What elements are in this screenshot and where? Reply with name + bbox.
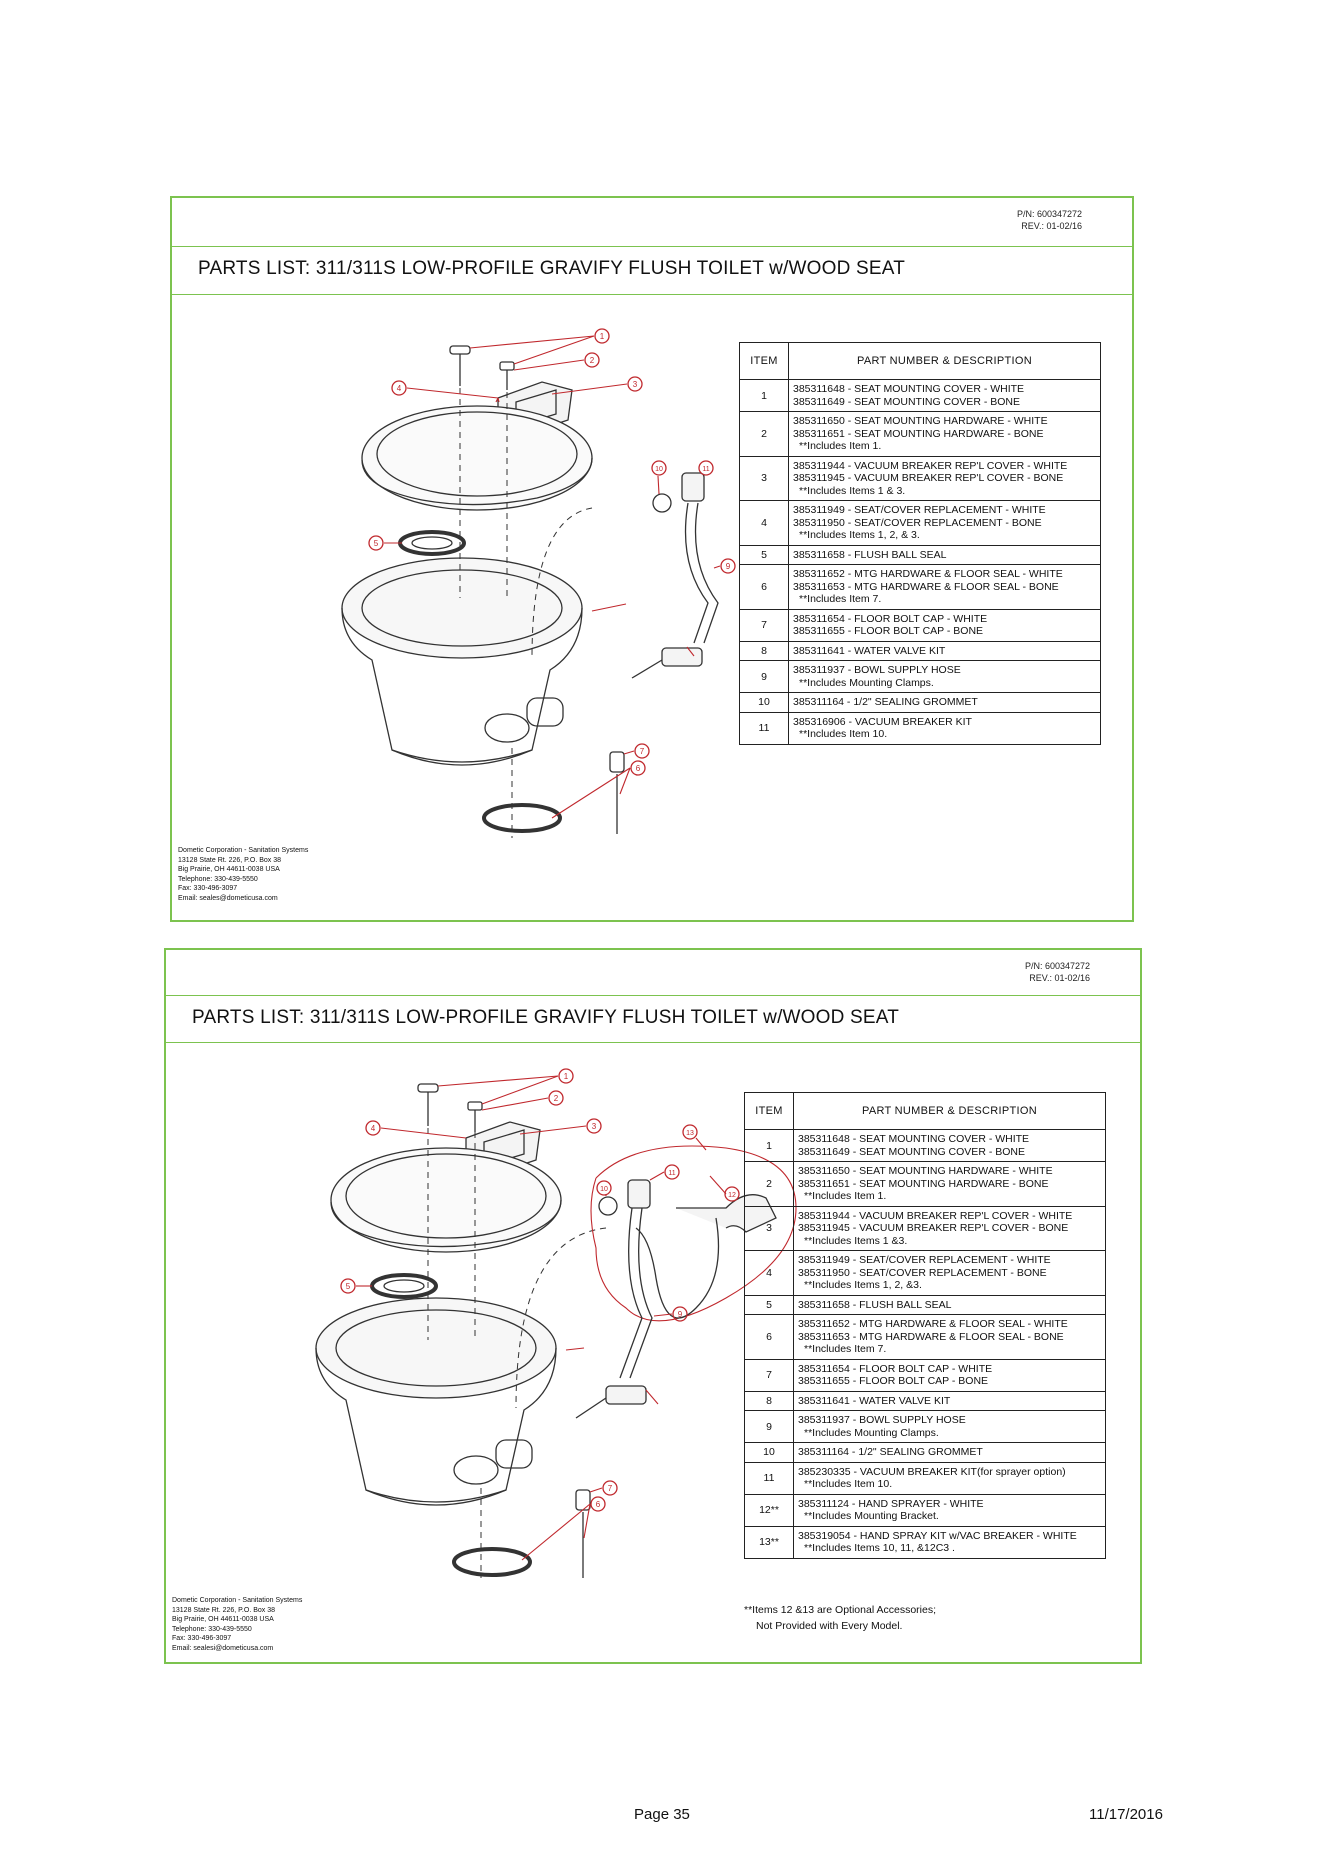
item-number: 1 <box>740 380 789 412</box>
callout-12 <box>725 1187 739 1201</box>
part-description <box>789 712 1101 744</box>
table-row <box>740 501 1101 546</box>
svg-text:5: 5 <box>345 1282 351 1291</box>
divider <box>172 294 1132 295</box>
parts-table <box>739 342 1101 745</box>
part-description <box>789 412 1101 457</box>
part-line: 385316906 - VACUUM BREAKER KIT <box>793 715 972 728</box>
table-row <box>740 641 1101 661</box>
table-row <box>745 1391 1106 1411</box>
parts-list-panel-1 <box>170 196 1134 922</box>
includes-note: **Includes Items 1, 2, &3. <box>804 1279 922 1291</box>
svg-text:1: 1 <box>563 1072 569 1081</box>
part-description <box>789 456 1101 501</box>
part-line: 385319054 - HAND SPRAY KIT w/VAC BREAKER - WHITE <box>798 1529 1077 1542</box>
part-line: 385311654 - FLOOR BOLT CAP - WHITE <box>793 612 988 625</box>
part-description <box>789 501 1101 546</box>
part-description <box>794 1443 1106 1463</box>
vacuum-breaker-and-hose <box>576 1180 652 1418</box>
item-number: 7 <box>740 609 789 641</box>
callout-7 <box>603 1481 617 1495</box>
includes-note: **Includes Mounting Clamps. <box>804 1426 939 1439</box>
callout-5 <box>369 536 383 550</box>
callout-9 <box>673 1307 687 1321</box>
part-description <box>789 661 1101 693</box>
part-line: 385311651 - SEAT MOUNTING HARDWARE - BONE <box>798 1177 1049 1190</box>
includes-note: **Includes Item 10. <box>799 728 888 740</box>
part-line: 385311949 - SEAT/COVER REPLACEMENT - WHITE <box>793 504 1046 516</box>
part-line: 385311945 - VACUUM BREAKER REP'L COVER - BONE <box>793 472 1064 484</box>
svg-text:10: 10 <box>655 466 663 473</box>
svg-text:2: 2 <box>589 356 595 365</box>
item-number: 5 <box>740 545 789 565</box>
seat-and-cover <box>331 1148 561 1252</box>
part-description <box>794 1526 1106 1558</box>
part-description <box>794 1359 1106 1391</box>
company-address <box>172 1596 302 1653</box>
address-line: Dometic Corporation - Sanitation Systems <box>172 1597 303 1604</box>
company-address <box>178 846 308 903</box>
table-row <box>740 412 1101 457</box>
item-number: 12** <box>745 1494 794 1526</box>
address-line: 13128 State Rt. 226, P.O. Box 38 <box>178 856 281 864</box>
column-header-item: ITEM <box>745 1093 794 1130</box>
part-line: 385311944 - VACUUM BREAKER REP'L COVER - WHITE <box>793 459 1068 472</box>
svg-text:9: 9 <box>725 562 731 571</box>
part-description <box>794 1130 1106 1162</box>
item-number: 3 <box>740 456 789 501</box>
part-line: 385311655 - FLOOR BOLT CAP - BONE <box>793 625 984 637</box>
includes-note: **Includes Mounting Bracket. <box>804 1510 939 1522</box>
part-line: 385311949 - SEAT/COVER REPLACEMENT - WHITE <box>798 1254 1051 1266</box>
part-line: 385311650 - SEAT MOUNTING HARDWARE - WHITE <box>793 415 1048 427</box>
address-line: Big Prairie, OH 44611-0038 USA <box>172 1616 274 1623</box>
address-line: 13128 State Rt. 226, P.O. Box 38 <box>172 1606 275 1614</box>
callout-3 <box>587 1119 601 1133</box>
column-header-item: ITEM <box>740 343 789 380</box>
part-line: 385311651 - SEAT MOUNTING HARDWARE - BONE <box>793 427 1044 440</box>
includes-note: **Includes Items 1 & 3. <box>799 484 906 497</box>
part-line: 385311658 - FLUSH BALL SEAL <box>798 1298 952 1311</box>
column-header-description: PART NUMBER & DESCRIPTION <box>789 343 1101 380</box>
svg-text:3: 3 <box>591 1122 597 1131</box>
includes-note: **Includes Items 10, 11, &12C3 . <box>804 1542 955 1554</box>
panel-title: PARTS LIST: 311/311S LOW-PROFILE GRAVIFY FLUSH TOILET w/WOOD SEAT <box>198 258 906 279</box>
part-number: P/N: 600347272 <box>1024 961 1090 971</box>
part-line: 385311164 - 1/2" SEALING GROMMET <box>798 1446 983 1458</box>
table-row <box>745 1251 1106 1296</box>
includes-note: **Includes Item 1. <box>799 440 882 452</box>
footnote-line: Not Provided with Every Model. <box>756 1620 903 1632</box>
callout-7 <box>635 744 649 758</box>
part-line: 385311653 - MTG HARDWARE & FLOOR SEAL - BONE <box>798 1330 1064 1343</box>
callout-10 <box>597 1181 611 1195</box>
part-description <box>789 641 1101 661</box>
table-row <box>745 1494 1106 1526</box>
parts-list-panel-2 <box>164 948 1142 1664</box>
floor-seal <box>484 752 624 834</box>
part-line: 385311950 - SEAT/COVER REPLACEMENT - BONE <box>798 1266 1047 1279</box>
part-line: 385311950 - SEAT/COVER REPLACEMENT - BONE <box>793 516 1042 529</box>
part-line: 385311654 - FLOOR BOLT CAP - WHITE <box>798 1362 993 1375</box>
part-line: 385311653 - MTG HARDWARE & FLOOR SEAL - BONE <box>793 580 1059 593</box>
callout-11 <box>665 1165 679 1179</box>
part-description <box>789 693 1101 713</box>
page-number: Page 35 <box>634 1806 690 1823</box>
includes-note: **Includes Item 7. <box>804 1343 887 1355</box>
includes-note: **Includes Item 10. <box>804 1478 893 1490</box>
table-row <box>745 1206 1106 1251</box>
part-line: 385311944 - VACUUM BREAKER REP'L COVER - WHITE <box>798 1209 1073 1222</box>
part-line: 385311641 - WATER VALVE KIT <box>798 1394 951 1407</box>
svg-text:1: 1 <box>599 332 605 341</box>
divider <box>172 246 1132 247</box>
svg-text:11: 11 <box>702 466 710 473</box>
part-line: 385311648 - SEAT MOUNTING COVER - WHITE <box>793 383 1025 395</box>
item-number: 10 <box>745 1443 794 1463</box>
revision: REV.: 01-02/16 <box>1021 221 1082 231</box>
part-line: 385311658 - FLUSH BALL SEAL <box>793 548 947 561</box>
part-description <box>794 1462 1106 1494</box>
flush-ball-seal <box>372 1275 436 1297</box>
footnote-line: **Items 12 &13 are Optional Accessories; <box>744 1604 937 1616</box>
part-line: 385311124 - HAND SPRAYER - WHITE <box>798 1497 984 1510</box>
svg-text:10: 10 <box>600 1186 608 1193</box>
item-number: 8 <box>745 1391 794 1411</box>
part-line: 385311650 - SEAT MOUNTING HARDWARE - WHITE <box>798 1165 1053 1177</box>
flush-ball-seal <box>400 532 464 554</box>
panel-title: PARTS LIST: 311/311S LOW-PROFILE GRAVIFY FLUSH TOILET w/WOOD SEAT <box>192 1007 900 1028</box>
part-description <box>794 1315 1106 1360</box>
part-description <box>789 545 1101 565</box>
includes-note: **Includes Items 1 &3. <box>804 1234 908 1247</box>
callout-5 <box>341 1279 355 1293</box>
callout-1 <box>559 1069 573 1083</box>
part-description <box>794 1162 1106 1207</box>
part-description <box>789 380 1101 412</box>
svg-text:12: 12 <box>728 1192 736 1199</box>
table-row <box>745 1359 1106 1391</box>
part-description <box>794 1391 1106 1411</box>
item-number: 13** <box>745 1526 794 1558</box>
svg-text:6: 6 <box>635 764 641 773</box>
divider <box>166 1042 1140 1043</box>
svg-text:2: 2 <box>553 1094 559 1103</box>
includes-note: **Includes Item 1. <box>804 1190 887 1202</box>
svg-text:11: 11 <box>668 1170 676 1177</box>
part-description <box>794 1206 1106 1251</box>
part-number-block <box>1025 960 1090 984</box>
optional-accessories-note <box>744 1602 936 1634</box>
item-number: 4 <box>740 501 789 546</box>
svg-text:7: 7 <box>607 1484 613 1493</box>
table-row <box>740 661 1101 693</box>
address-line: Telephone: 330-439-5550 <box>172 1625 252 1633</box>
toilet-bowl <box>342 558 582 765</box>
item-number: 4 <box>745 1251 794 1296</box>
callout-4 <box>366 1121 380 1135</box>
address-line: Fax: 330-496-3097 <box>172 1635 232 1642</box>
seat-and-cover <box>362 406 592 510</box>
callout-3 <box>628 377 642 391</box>
item-number: 6 <box>740 565 789 610</box>
callout-1 <box>595 329 609 343</box>
item-number: 1 <box>745 1130 794 1162</box>
callout-9 <box>721 559 735 573</box>
column-header-description: PART NUMBER & DESCRIPTION <box>794 1093 1106 1130</box>
callout-13 <box>683 1125 697 1139</box>
part-description <box>794 1251 1106 1296</box>
table-row <box>740 380 1101 412</box>
svg-text:3: 3 <box>632 380 638 389</box>
table-row <box>740 712 1101 744</box>
part-line: 385311652 - MTG HARDWARE & FLOOR SEAL - WHITE <box>798 1318 1068 1330</box>
callout-2 <box>549 1091 563 1105</box>
callout-4 <box>392 381 406 395</box>
svg-text:5: 5 <box>373 539 379 548</box>
callout-2 <box>585 353 599 367</box>
table-row <box>740 565 1101 610</box>
table-row <box>740 693 1101 713</box>
svg-text:13: 13 <box>686 1130 694 1137</box>
includes-note: **Includes Mounting Clamps. <box>799 676 934 689</box>
divider <box>166 995 1140 996</box>
document-date: 11/17/2016 <box>1089 1806 1163 1823</box>
callout-6 <box>631 761 645 775</box>
part-description <box>794 1494 1106 1526</box>
revision: REV.: 01-02/16 <box>1029 973 1090 983</box>
address-line: Dometic Corporation - Sanitation Systems <box>178 847 309 854</box>
part-description <box>789 609 1101 641</box>
part-description <box>789 565 1101 610</box>
callout-6 <box>591 1497 605 1511</box>
part-line: 385311649 - SEAT MOUNTING COVER - BONE <box>793 395 1020 408</box>
part-line: 385311164 - 1/2" SEALING GROMMET <box>793 696 978 708</box>
table-row <box>740 609 1101 641</box>
svg-text:7: 7 <box>639 747 645 756</box>
part-line: 385311937 - BOWL SUPPLY HOSE <box>793 664 961 676</box>
item-number: 11 <box>745 1462 794 1494</box>
part-line: 385311652 - MTG HARDWARE & FLOOR SEAL - WHITE <box>793 568 1063 580</box>
address-line: Email: sealesi@dometicusa.com <box>172 1644 274 1652</box>
address-line: Telephone: 330-439-5550 <box>178 875 258 883</box>
item-number: 9 <box>740 661 789 693</box>
item-number: 2 <box>740 412 789 457</box>
item-number: 2 <box>745 1162 794 1207</box>
part-line: 385230335 - VACUUM BREAKER KIT(for sprayer option) <box>798 1465 1066 1478</box>
svg-text:4: 4 <box>396 384 402 393</box>
table-row <box>745 1526 1106 1558</box>
callout-11 <box>699 461 713 475</box>
part-line: 385311648 - SEAT MOUNTING COVER - WHITE <box>798 1133 1030 1145</box>
table-row <box>745 1411 1106 1443</box>
includes-note: **Includes Items 1, 2, & 3. <box>799 529 920 541</box>
floor-seal <box>454 1490 590 1578</box>
item-number: 7 <box>745 1359 794 1391</box>
part-line: 385311937 - BOWL SUPPLY HOSE <box>798 1414 966 1426</box>
parts-table <box>744 1092 1106 1559</box>
part-line: 385311655 - FLOOR BOLT CAP - BONE <box>798 1375 989 1387</box>
table-row <box>745 1295 1106 1315</box>
part-description <box>794 1295 1106 1315</box>
item-number: 3 <box>745 1206 794 1251</box>
item-number: 9 <box>745 1411 794 1443</box>
table-row <box>745 1443 1106 1463</box>
item-number: 5 <box>745 1295 794 1315</box>
part-number-block <box>1017 208 1082 232</box>
table-row <box>745 1315 1106 1360</box>
address-line: Email: seales@dometicusa.com <box>178 894 278 902</box>
includes-note: **Includes Item 7. <box>799 593 882 605</box>
item-number: 10 <box>740 693 789 713</box>
callout-10 <box>652 461 666 475</box>
table-row <box>745 1130 1106 1162</box>
table-row <box>745 1162 1106 1207</box>
address-line: Fax: 330-496-3097 <box>178 885 238 892</box>
table-row <box>740 545 1101 565</box>
item-number: 11 <box>740 712 789 744</box>
part-line: 385311945 - VACUUM BREAKER REP'L COVER - BONE <box>798 1222 1069 1234</box>
part-line: 385311649 - SEAT MOUNTING COVER - BONE <box>798 1145 1025 1158</box>
item-number: 6 <box>745 1315 794 1360</box>
toilet-bowl <box>316 1298 556 1505</box>
svg-text:4: 4 <box>370 1124 376 1133</box>
part-description <box>794 1411 1106 1443</box>
item-number: 8 <box>740 641 789 661</box>
part-number: P/N: 600347272 <box>1016 209 1082 219</box>
table-row <box>740 456 1101 501</box>
svg-text:6: 6 <box>595 1500 601 1509</box>
part-line: 385311641 - WATER VALVE KIT <box>793 644 946 657</box>
svg-text:9: 9 <box>677 1310 683 1319</box>
vacuum-breaker-and-hose <box>632 473 718 678</box>
table-row <box>745 1462 1106 1494</box>
address-line: Big Prairie, OH 44611-0038 USA <box>178 866 280 873</box>
